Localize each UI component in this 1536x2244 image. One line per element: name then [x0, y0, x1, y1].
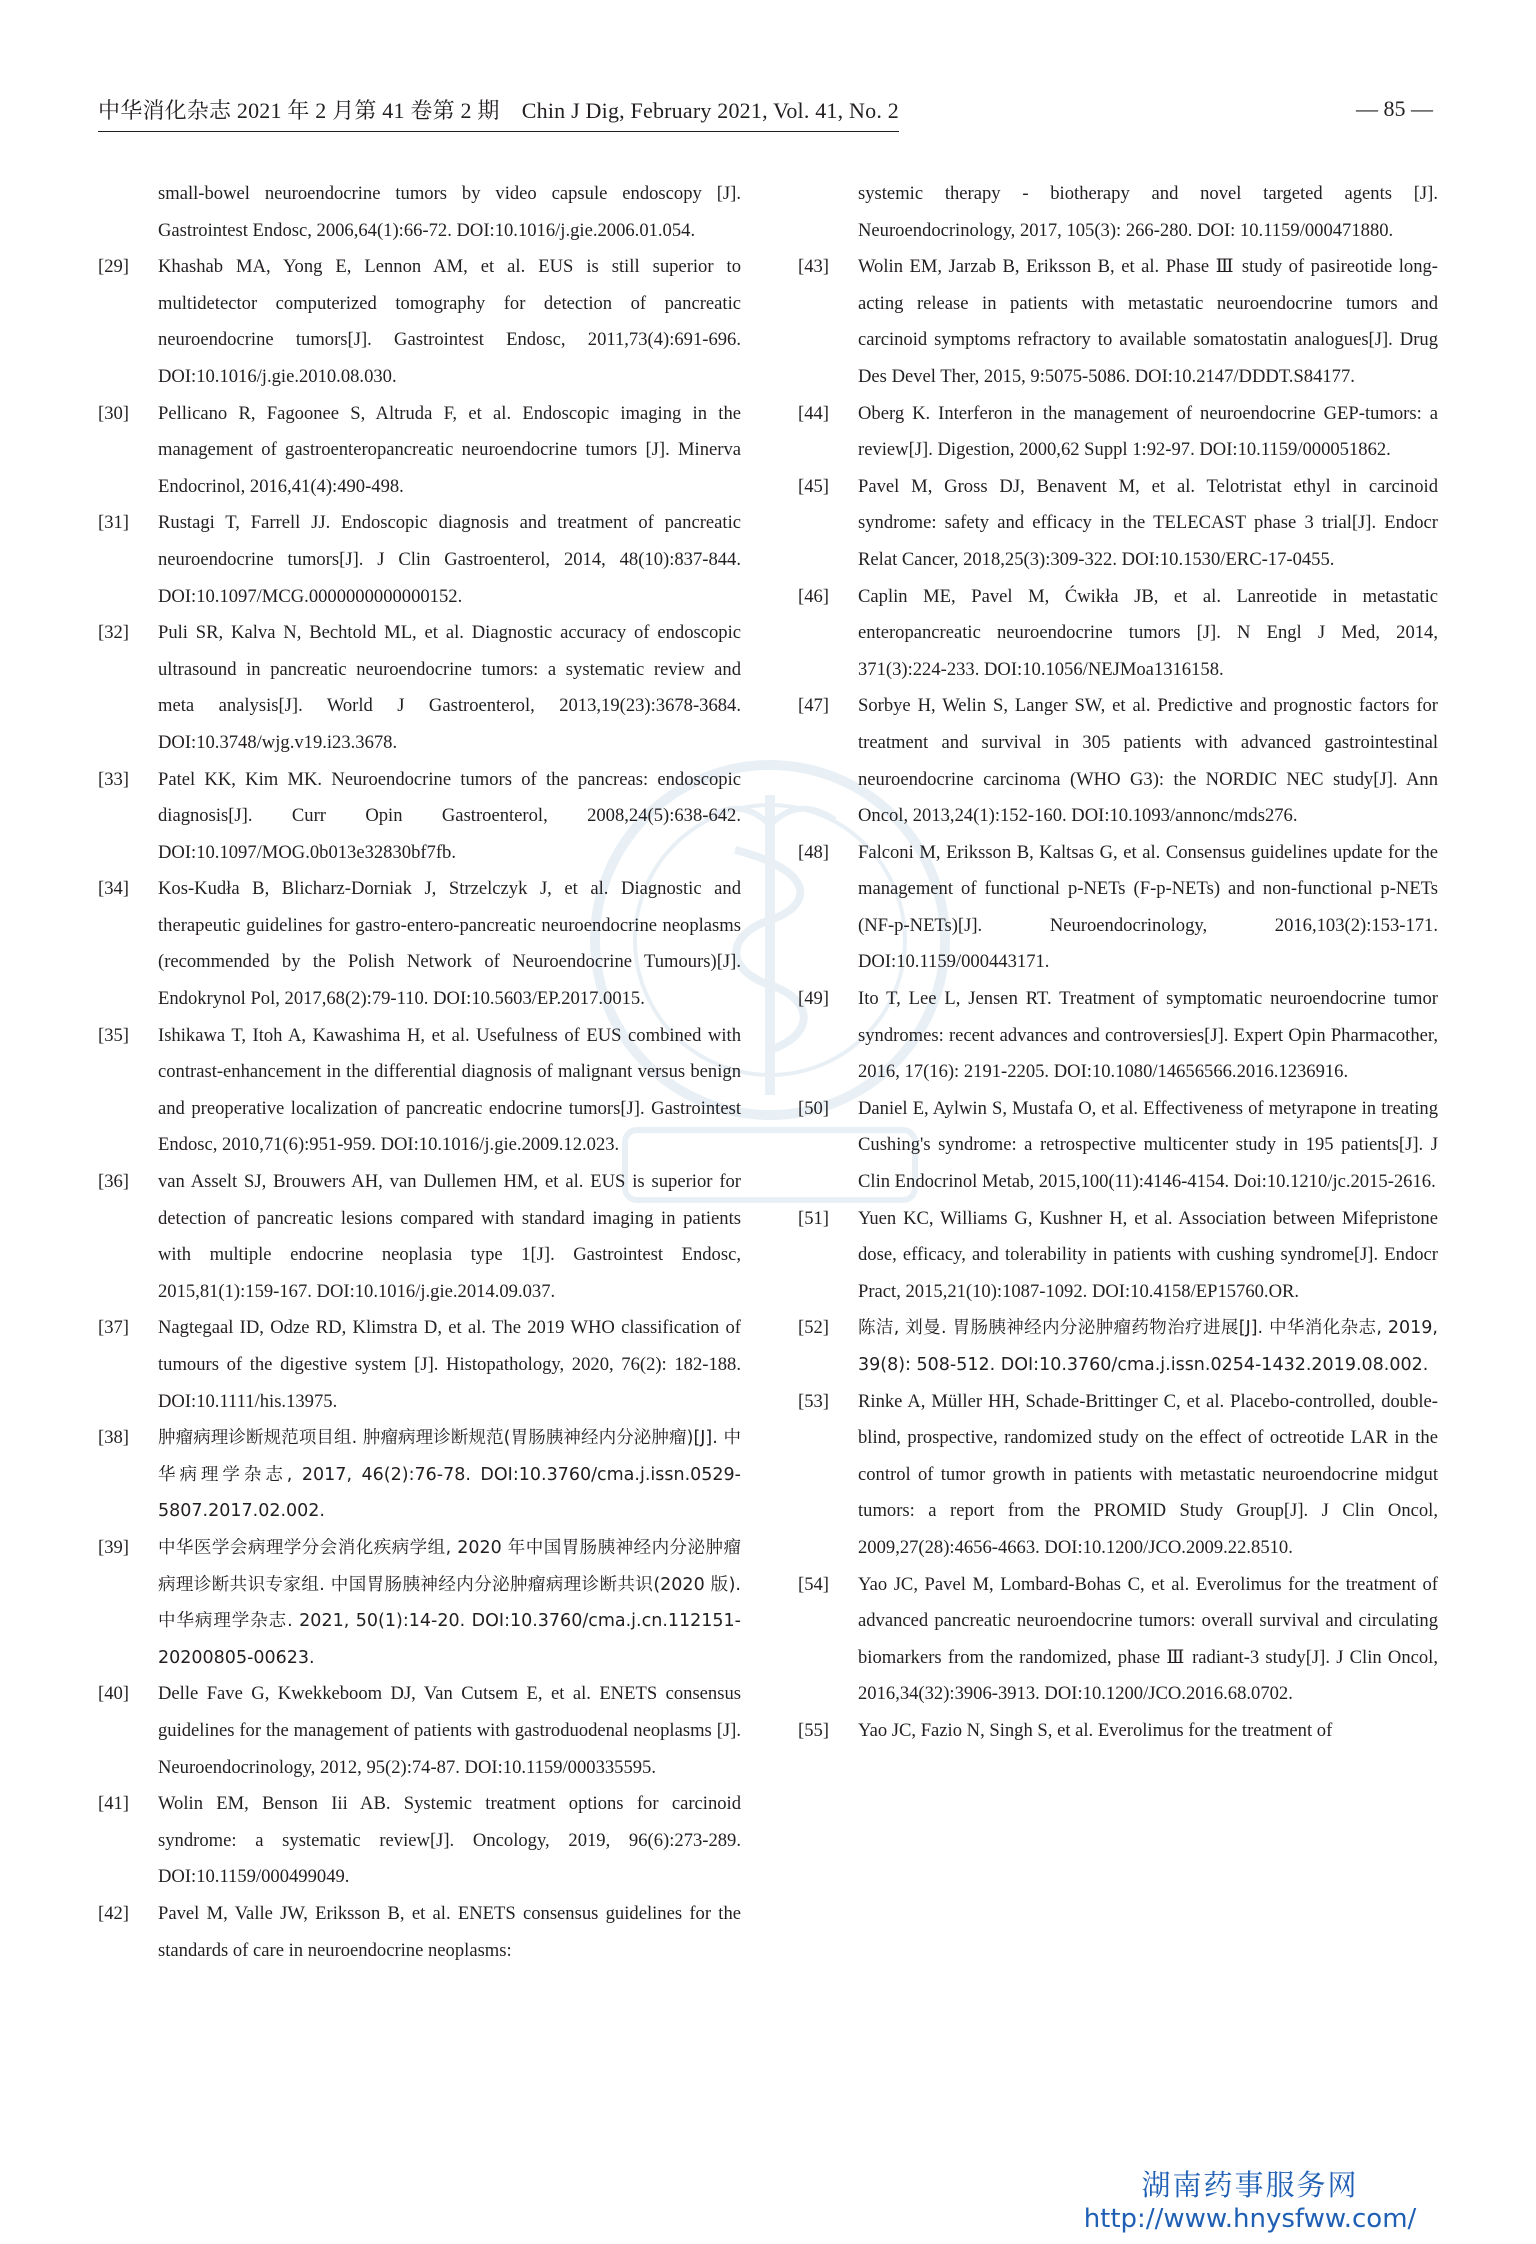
reference-text: Wolin EM, Benson Iii AB. Systemic treatment options for carcinoid syndrome: a systematic review[J]. Oncology, 2019, 96(6):273-289. DOI:10.1159/000499049. — [158, 1793, 741, 1888]
reference-entry — [98, 762, 741, 872]
reference-entry — [798, 1567, 1438, 1713]
reference-text: Ishikawa T, Itoh A, Kawashima H, et al. Usefulness of EUS combined with contrast-enhancement in the differential diagnosis of malignant versus benign and preoperative localization of pancreatic endocrine tumors[J]. Gastrointest Endosc, 2010,71(6):951-959. DOI:10.1016/j.gie.2009.12.023. — [158, 1024, 741, 1156]
reference-text: Oberg K. Interferon in the management of neuroendocrine GEP-tumors: a review[J]. Digestion, 2000,62 Suppl 1:92-97. DOI:10.1159/000051862. — [858, 402, 1438, 461]
reference-text: Caplin ME, Pavel M, Ćwikła JB, et al. Lanreotide in metastatic enteropancreatic neuroendocrine tumors [J]. N Engl J Med, 2014, 371(3):224-233. DOI:10.1056/NEJMoa1316158. — [858, 585, 1438, 680]
reference-entry — [798, 981, 1438, 1091]
reference-entry — [798, 579, 1438, 689]
journal-citation-line: 中华消化杂志 2021 年 2 月第 41 卷第 2 期 Chin J Dig, February 2021, Vol. 41, No. 2 — [98, 94, 899, 132]
reference-text: Khashab MA, Yong E, Lennon AM, et al. EUS is still superior to multidetector computerized tomography for detection of pancreatic neuroendocrine tumors[J]. Gastrointest Endosc, 2011,73(4):691-696. DOI:10.1016/j.gie.2010.08.030. — [158, 256, 741, 387]
reference-number: [50] — [798, 1097, 829, 1119]
reference-entry — [98, 505, 741, 615]
reference-entry — [98, 1896, 741, 1969]
reference-entry — [98, 1786, 741, 1896]
reference-text: Kos-Kudła B, Blicharz-Dorniak J, Strzelczyk J, et al. Diagnostic and therapeutic guidelines for gastro-entero-pancreatic neuroendocrine neoplasms (recommended by the Polish Network of Neuroendocrine Tumours)[J]. Endokrynol Pol, 2017,68(2):79-110. DOI:10.5603/EP.2017.0015. — [158, 878, 741, 1010]
reference-number: [39] — [98, 1536, 129, 1558]
reference-text: 肿瘤病理诊断规范项目组. 肿瘤病理诊断规范(胃肠胰神经内分泌肿瘤)[J]. 中华病理学杂志, 2017, 46(2):76-78. DOI:10.3760/cma.j.issn.0529-5807.2017.02.002. — [158, 1428, 741, 1522]
reference-number: [31] — [98, 512, 129, 534]
reference-number: [47] — [798, 695, 829, 717]
reference-text: Sorbye H, Welin S, Langer SW, et al. Predictive and prognostic factors for treatment and survival in 305 patients with advanced gastrointestinal neuroendocrine carcinoma (WHO G3): the NORDIC NEC study[J]. Ann Oncol, 2013,24(1):152-160. DOI:10.1093/annonc/mds276. — [858, 695, 1438, 827]
reference-text: Yao JC, Pavel M, Lombard-Bohas C, et al. Everolimus for the treatment of advanced pancreatic neuroendocrine tumors: overall survival and circulating biomarkers from the randomized, phase Ⅲ radiant-3 study[J]. J Clin Oncol, 2016,34(32):3906-3913. DOI:10.1200/JCO.2016.68.0702. — [858, 1573, 1438, 1705]
reference-entry — [98, 176, 741, 249]
reference-number: [45] — [798, 475, 829, 497]
reference-entry — [98, 249, 741, 395]
website-name: 湖南药事服务网 — [1141, 2168, 1359, 2202]
reference-text: Daniel E, Aylwin S, Mustafa O, et al. Effectiveness of metyrapone in treating Cushing's syndrome: a retrospective multicenter study in 195 patients[J]. J Clin Endocrinol Metab, 2015,100(11):4146-4154. Doi:10.1210/jc.2015-2616. — [858, 1097, 1438, 1193]
reference-number: [38] — [98, 1427, 129, 1449]
reference-entry — [798, 688, 1438, 834]
running-header — [98, 94, 1433, 132]
reference-text: Rustagi T, Farrell JJ. Endoscopic diagnosis and treatment of pancreatic neuroendocrine tumors[J]. J Clin Gastroenterol, 2014, 48(10):837-844. DOI:10.1097/MCG.0000000000000152. — [158, 512, 741, 607]
reference-text: Ito T, Lee L, Jensen RT. Treatment of symptomatic neuroendocrine tumor syndromes: recent advances and controversies[J]. Expert Opin Pharmacother, 2016, 17(16): 2191-2205. DOI:10.1080/14656566.2016.1236916. — [858, 988, 1438, 1083]
reference-entry — [798, 1384, 1438, 1567]
reference-text: van Asselt SJ, Brouwers AH, van Dullemen HM, et al. EUS is superior for detection of pancreatic lesions compared with standard imaging in patients with multiple endocrine neoplasia type 1[J]. Gastrointest Endosc, 2015,81(1):159-167. DOI:10.1016/j.gie.2014.09.037. — [158, 1171, 741, 1302]
reference-number: [36] — [98, 1171, 129, 1193]
reference-entry — [798, 1713, 1438, 1750]
reference-entry — [98, 871, 741, 1017]
reference-text: small-bowel neuroendocrine tumors by video capsule endoscopy [J]. Gastrointest Endosc, 2006,64(1):66-72. DOI:10.1016/j.gie.2006.01.054. — [158, 183, 741, 241]
reference-number: [49] — [798, 988, 829, 1010]
reference-text: Pavel M, Gross DJ, Benavent M, et al. Telotristat ethyl in carcinoid syndrome: safety and efficacy in the TELECAST phase 3 trial[J]. Endocr Relat Cancer, 2018,25(3):309-322. DOI:10.1530/ERC-17-0455. — [858, 475, 1438, 570]
reference-entry — [798, 176, 1438, 249]
reference-text: Puli SR, Kalva N, Bechtold ML, et al. Diagnostic accuracy of endoscopic ultrasound in pancreatic neuroendocrine tumors: a systematic review and meta analysis[J]. World J Gastroenterol, 2013,19(23):3678-3684. DOI:10.3748/wjg.v19.i23.3678. — [158, 622, 741, 753]
reference-number: [55] — [798, 1719, 829, 1741]
reference-number: [53] — [798, 1390, 829, 1412]
reference-entry — [798, 1310, 1438, 1383]
reference-number: [29] — [98, 256, 129, 278]
reference-entry — [798, 1091, 1438, 1201]
reference-number: [41] — [98, 1793, 129, 1815]
reference-entry — [798, 469, 1438, 579]
reference-entry — [98, 1530, 741, 1676]
reference-number: [54] — [798, 1573, 829, 1595]
reference-text: Pavel M, Valle JW, Eriksson B, et al. ENETS consensus guidelines for the standards of care in neuroendocrine neoplasms: — [158, 1902, 741, 1961]
reference-text: 陈洁, 刘曼. 胃肠胰神经内分泌肿瘤药物治疗进展[J]. 中华消化杂志, 2019, 39(8): 508-512. DOI:10.3760/cma.j.issn.0254-1432.2019.08.002. — [858, 1318, 1438, 1375]
reference-number: [37] — [98, 1317, 129, 1339]
reference-number: [32] — [98, 622, 129, 644]
page-number: — 85 — — [1356, 96, 1433, 121]
reference-text: Yao JC, Fazio N, Singh S, et al. Everolimus for the treatment of — [858, 1719, 1333, 1741]
reference-text: Nagtegaal ID, Odze RD, Klimstra D, et al. The 2019 WHO classification of tumours of the digestive system [J]. Histopathology, 2020, 76(2): 182-188. DOI:10.1111/his.13975. — [158, 1317, 741, 1412]
reference-entry — [98, 1018, 741, 1164]
reference-number: [40] — [98, 1683, 129, 1705]
reference-entry — [798, 835, 1438, 981]
reference-number: [33] — [98, 768, 129, 790]
reference-number: [35] — [98, 1024, 129, 1046]
reference-number: [43] — [798, 256, 829, 278]
reference-number: [51] — [798, 1207, 829, 1229]
reference-number: [48] — [798, 841, 829, 863]
reference-entry — [98, 615, 741, 761]
reference-text: Rinke A, Müller HH, Schade-Brittinger C, et al. Placebo-controlled, double-blind, prospective, randomized study on the effect of octreotide LAR in the control of tumor growth in patients with metastatic neuroendocrine midgut tumors: a report from the PROMID Study Group[J]. J Clin Oncol, 2009,27(28):4656-4663. DOI:10.1200/JCO.2009.22.8510. — [858, 1390, 1438, 1558]
reference-entry — [98, 396, 741, 506]
reference-entry — [798, 249, 1438, 395]
references-left-column — [98, 176, 741, 1969]
reference-entry — [798, 396, 1438, 469]
reference-entry — [798, 1201, 1438, 1311]
reference-text: Patel KK, Kim MK. Neuroendocrine tumors of the pancreas: endoscopic diagnosis[J]. Curr Opin Gastroenterol, 2008,24(5):638-642. DOI:10.1097/MOG.0b013e32830bf7fb. — [158, 768, 741, 863]
reference-number: [44] — [798, 402, 829, 424]
references-right-column — [798, 176, 1438, 1750]
reference-entry — [98, 1420, 741, 1530]
website-url[interactable]: http://www.hnysfww.com/ — [1083, 2204, 1417, 2234]
reference-number: [52] — [798, 1317, 829, 1339]
reference-number: [42] — [98, 1902, 129, 1924]
reference-text: Delle Fave G, Kwekkeboom DJ, Van Cutsem E, et al. ENETS consensus guidelines for the management of patients with gastroduodenal neoplasms [J]. Neuroendocrinology, 2012, 95(2):74-87. DOI:10.1159/000335595. — [158, 1683, 741, 1778]
reference-entry — [98, 1676, 741, 1786]
reference-text: Pellicano R, Fagoonee S, Altruda F, et al. Endoscopic imaging in the management of gastroenteropancreatic neuroendocrine tumors [J]. Minerva Endocrinol, 2016,41(4):490-498. — [158, 402, 741, 497]
reference-number: [30] — [98, 402, 129, 424]
reference-entry — [98, 1164, 741, 1310]
reference-text: Wolin EM, Jarzab B, Eriksson B, et al. Phase Ⅲ study of pasireotide long-acting release in patients with metastatic neuroendocrine tumors and carcinoid symptoms refractory to available somatostatin analogues[J]. Drug Des Devel Ther, 2015, 9:5075-5086. DOI:10.2147/DDDT.S84177. — [858, 256, 1438, 387]
reference-text: Yuen KC, Williams G, Kushner H, et al. Association between Mifepristone dose, efficacy, and tolerability in patients with cushing syndrome[J]. Endocr Pract, 2015,21(10):1087-1092. DOI:10.4158/EP15760.OR. — [858, 1207, 1438, 1302]
reference-text: systemic therapy - biotherapy and novel targeted agents [J]. Neuroendocrinology, 2017, 105(3): 266-280. DOI: 10.1159/000471880. — [858, 183, 1438, 241]
reference-text: Falconi M, Eriksson B, Kaltsas G, et al. Consensus guidelines update for the management of functional p-NETs (F-p-NETs) and non-functional p-NETs (NF-p-NETs)[J]. Neuroendocrinology, 2016,103(2):153-171. DOI:10.1159/000443171. — [858, 841, 1438, 973]
reference-entry — [98, 1310, 741, 1420]
website-stamp — [1060, 2168, 1440, 2236]
reference-text: 中华医学会病理学分会消化疾病学组, 2020 年中国胃肠胰神经内分泌肿瘤病理诊断共识专家组. 中国胃肠胰神经内分泌肿瘤病理诊断共识(2020 版). 中华病理学杂志. 2021, 50(1):14-20. DOI:10.3760/cma.j.cn.112151-20200805-00623. — [158, 1537, 741, 1668]
reference-number: [34] — [98, 878, 129, 900]
reference-number: [46] — [798, 585, 829, 607]
